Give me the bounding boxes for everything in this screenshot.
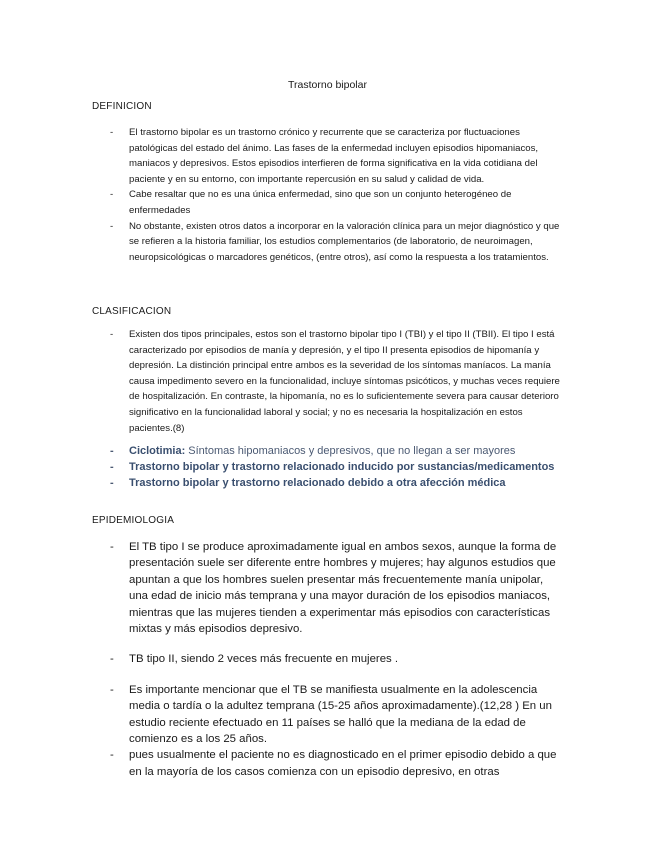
list-item-text: TB tipo II, siendo 2 veces más frecuente en mujeres .	[129, 653, 399, 666]
list-item	[92, 125, 562, 187]
bullet-dash: -	[110, 541, 114, 553]
list-item-text: No obstante, existen otros datos a incorporar en la valoración clínica para un mejor diagnóstico y que se refieren a la historia familiar, los estudios complementarios (de laboratorio, de neuroimagen, neuropsicológicas o marcadores genéticos, (entre otros), así como la respuesta a los tratamientos.	[129, 220, 560, 263]
definicion-list	[92, 125, 562, 265]
clasificacion-list	[92, 327, 562, 436]
list-item	[92, 219, 562, 266]
section-heading-definicion: DEFINICION	[92, 101, 152, 112]
subtype-label: Trastorno bipolar y trastorno relacionado inducido por sustancias/medicamentos	[129, 461, 555, 473]
list-item-text: Existen dos tipos principales, estos son el trastorno bipolar tipo I (TBI) y el tipo II (TBII). El tipo I está caracterizado por episodios de manía y depresión, y el tipo II presenta episodios de hipomanía y depresión. La distinción principal entre ambos es la severidad de los síntomas maníacos. La manía causa impedimento severo en la funcionalidad, incluye síntomas psicóticos, y muchas veces requiere de hospitalización. En contraste, la hipomanía, no es lo suficientemente severa para causar deterioro significativo en la funcionalidad laboral y social; y no es necesaria la hospitalización en estos pacientes.(8)	[129, 329, 560, 434]
subtype-label: Trastorno bipolar y trastorno relacionado debido a otra afección médica	[129, 477, 506, 489]
list-item-text: El trastorno bipolar es un trastorno crónico y recurrente que se caracteriza por fluctuaciones patológicas del estado del ánimo. Las fases de la enfermedad incluyen episodios hipomaniacos, maniacos y depresivos. Estos episodios interfieren de forma significativa en la vida cotidiana del paciente y en su entorno, con importante repercusión en su salud y calidad de vida.	[129, 127, 539, 185]
bullet-dash: -	[110, 477, 114, 489]
list-item-text: El TB tipo I se produce aproximadamente igual en ambos sexos, aunque la forma de presentación suele ser diferente entre hombres y mujeres; hay algunos estudios que apuntan a que los hombres suelen presentar más frecuentemente manía unipolar, una edad de inicio más temprana y una mayor duración de los episodios maniacos, mientras que las mujeres tienden a experimentar más episodios con características mixtas y más episodios depresivo.	[129, 541, 557, 636]
bullet-dash: -	[110, 189, 114, 201]
list-item-text: Es importante mencionar que el TB se manifiesta usualmente en la adolescencia media o tardía o la adultez temprana (15-25 años aproximadamente).(12,28 ) En un estudio reciente efectuado en 11 países se halló que la mediana de la edad de comienzo es a los 25 años.	[129, 683, 552, 746]
list-item	[92, 747, 562, 780]
list-item	[92, 682, 562, 748]
list-item-text: pues usualmente el paciente no es diagnosticado en el primer episodio debido a que en la mayoría de los casos comienza con un episodio depresivo, en otras	[129, 749, 557, 778]
subtype-text: Síntomas hipomaniacos y depresivos, que no llegan a ser mayores	[185, 445, 516, 457]
bullet-dash: -	[110, 220, 114, 232]
subtype-item	[92, 476, 562, 490]
list-item	[92, 327, 562, 436]
bullet-dash: -	[110, 461, 114, 473]
list-item	[92, 651, 562, 667]
subtype-item	[92, 444, 562, 458]
list-item	[92, 539, 562, 637]
section-heading-epidemiologia: EPIDEMIOLOGIA	[92, 515, 175, 526]
bullet-dash: -	[110, 749, 114, 762]
bullet-dash: -	[110, 127, 114, 138]
subtype-item	[92, 460, 562, 474]
list-item	[92, 187, 562, 218]
bullet-dash: -	[110, 445, 114, 457]
bullet-dash: -	[110, 683, 114, 696]
bullet-dash: -	[110, 653, 114, 666]
bullet-dash: -	[110, 329, 114, 340]
document-title: Trastorno bipolar	[288, 79, 367, 91]
epidemiologia-list	[92, 539, 562, 780]
subtype-label: Ciclotimia:	[129, 445, 186, 457]
clasificacion-subtypes	[92, 444, 562, 490]
section-heading-clasificacion: CLASIFICACION	[92, 306, 172, 317]
list-item-text: Cabe resaltar que no es una única enfermedad, sino que son un conjunto heterogéneo de enfermedades	[129, 189, 512, 216]
